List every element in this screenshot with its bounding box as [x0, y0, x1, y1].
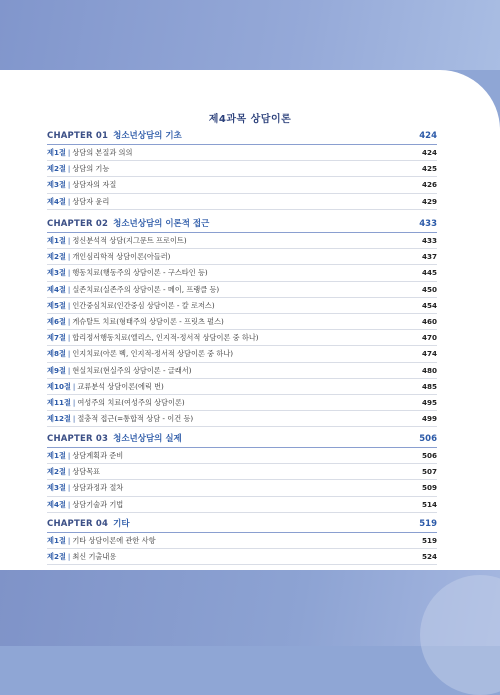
- section-page: 454: [421, 300, 437, 310]
- section-title: 인간중심치료(인간중심 상담이론 - 칼 로저스): [72, 300, 215, 310]
- section-title: 행동치료(행동주의 상담이론 - 구스타인 등): [72, 268, 208, 278]
- toc-entry[interactable]: [47, 249, 437, 265]
- section-page: 514: [421, 499, 437, 509]
- separator: |: [67, 483, 71, 493]
- chapter-heading[interactable]: [47, 128, 437, 145]
- section-number: 제9절: [47, 365, 66, 375]
- section-page: 460: [421, 316, 437, 326]
- separator: |: [67, 252, 71, 262]
- section-title: 게슈탈트 치료(형태주의 상담이론 - 프릿츠 펄스): [72, 316, 224, 326]
- separator: |: [67, 451, 71, 460]
- section-title: 여성주의 치료(여성주의 상담이론): [77, 397, 185, 407]
- toc-entry[interactable]: [47, 448, 437, 464]
- toc-entry[interactable]: [47, 533, 437, 549]
- separator: |: [67, 196, 71, 206]
- separator: |: [72, 397, 76, 407]
- section-number: 제2절: [47, 252, 66, 262]
- toc-entry[interactable]: [47, 145, 437, 161]
- section-title: 정신분석적 상담(지그문트 프로이트): [72, 236, 187, 245]
- section-number: 제6절: [47, 316, 66, 326]
- section-page: 445: [421, 268, 437, 278]
- section-number: 제1절: [47, 451, 66, 460]
- separator: |: [67, 499, 71, 509]
- toc-entry[interactable]: [47, 177, 437, 193]
- toc-entry[interactable]: [47, 549, 437, 565]
- toc-entry[interactable]: [47, 194, 437, 210]
- section-number: 제11절: [47, 397, 71, 407]
- chapter-heading[interactable]: [47, 431, 437, 448]
- section-page: 429: [421, 196, 437, 206]
- section-page: 424: [421, 148, 437, 157]
- section-page: 506: [421, 451, 437, 460]
- section-page: 519: [421, 536, 437, 545]
- page-title: 제4과목 상담이론: [208, 114, 292, 125]
- section-number: 제2절: [47, 467, 66, 477]
- section-page: 433: [421, 236, 437, 245]
- separator: |: [67, 236, 71, 245]
- chapter-4-block: [47, 516, 437, 565]
- separator: |: [67, 365, 71, 375]
- section-page: 495: [421, 397, 437, 407]
- chapter-title: 청소년상담의 기초: [113, 131, 182, 141]
- section-page: 470: [421, 333, 437, 343]
- section-page: 485: [421, 381, 437, 391]
- separator: |: [67, 536, 71, 545]
- section-title: 합리정서행동치료(엘리스, 인지적-정서적 상담이론 중 하나): [72, 333, 259, 343]
- section-number: 제1절: [47, 148, 66, 157]
- toc-entry[interactable]: [47, 346, 437, 362]
- section-number: 제2절: [47, 552, 66, 562]
- toc-entry[interactable]: [47, 497, 437, 513]
- section-page: 499: [421, 414, 437, 424]
- separator: |: [67, 349, 71, 359]
- section-title: 상담기술과 기법: [72, 499, 124, 509]
- section-page: 426: [421, 180, 437, 190]
- toc-entry[interactable]: [47, 363, 437, 379]
- separator: |: [72, 414, 76, 424]
- toc-entry[interactable]: [47, 395, 437, 411]
- separator: |: [67, 268, 71, 278]
- separator: |: [67, 164, 71, 174]
- chapter-heading[interactable]: [47, 516, 437, 533]
- separator: |: [67, 333, 71, 343]
- chapter-page: 519: [419, 519, 437, 529]
- toc-entry[interactable]: [47, 161, 437, 177]
- section-title: 상담목표: [72, 467, 101, 477]
- section-title: 상담의 본질과 의의: [72, 148, 133, 157]
- section-number: 제1절: [47, 236, 66, 245]
- section-page: 425: [421, 164, 437, 174]
- section-title: 현실치료(현실주의 상담이론 - 글래서): [72, 365, 192, 375]
- separator: |: [67, 467, 71, 477]
- section-page: 507: [421, 467, 437, 477]
- section-number: 제2절: [47, 164, 66, 174]
- section-page: 437: [421, 252, 437, 262]
- toc-entry[interactable]: [47, 379, 437, 395]
- section-number: 제3절: [47, 268, 66, 278]
- section-number: 제4절: [47, 499, 66, 509]
- chapter-page: 433: [419, 219, 437, 229]
- toc-entry[interactable]: [47, 282, 437, 298]
- section-number: 제4절: [47, 196, 66, 206]
- section-title: 실존치료(실존주의 상담이론 - 메이, 프랭클 등): [72, 284, 220, 294]
- chapter-heading[interactable]: [47, 216, 437, 233]
- chapter-label: CHAPTER 02: [47, 219, 109, 229]
- chapter-label: CHAPTER 03: [47, 434, 109, 444]
- chapter-2-block: [47, 216, 437, 427]
- chapter-title: 청소년상담의 실제: [113, 434, 182, 444]
- toc-entry[interactable]: [47, 233, 437, 249]
- separator: |: [72, 381, 76, 391]
- section-number: 제5절: [47, 300, 66, 310]
- section-page: 474: [421, 349, 437, 359]
- section-page: 480: [421, 365, 437, 375]
- section-page: 450: [421, 284, 437, 294]
- section-title: 상담자 윤리: [72, 196, 110, 206]
- chapter-label: CHAPTER 04: [47, 519, 109, 529]
- separator: |: [67, 180, 71, 190]
- chapter-title: 청소년상담의 이론적 접근: [113, 219, 210, 229]
- separator: |: [67, 300, 71, 310]
- chapter-page: 424: [419, 131, 437, 141]
- chapter-1-block: [47, 128, 437, 210]
- section-title: 개인심리학적 상담이론(아들러): [72, 252, 171, 262]
- header-band: [0, 0, 500, 70]
- section-number: 제7절: [47, 333, 66, 343]
- section-title: 상담의 기능: [72, 164, 110, 174]
- separator: |: [67, 552, 71, 562]
- toc-entry[interactable]: [47, 464, 437, 480]
- section-title: 최신 기출내용: [72, 552, 117, 562]
- toc-entry[interactable]: [47, 480, 437, 496]
- chapter-page: 506: [419, 434, 437, 444]
- section-title: 인지치료(아론 벡, 인지적-정서적 상담이론 중 하나): [72, 349, 234, 359]
- toc-entry[interactable]: [47, 298, 437, 314]
- section-number: 제1절: [47, 536, 66, 545]
- toc-entry[interactable]: [47, 265, 437, 281]
- toc-entry[interactable]: [47, 314, 437, 330]
- section-number: 제3절: [47, 180, 66, 190]
- section-title: 교류분석 상담이론(에릭 번): [77, 381, 164, 391]
- section-title: 절충적 접근(=통합적 상담 - 이건 등): [77, 414, 194, 424]
- section-title: 상담계획과 준비: [72, 451, 124, 460]
- section-number: 제10절: [47, 381, 71, 391]
- separator: |: [67, 284, 71, 294]
- section-number: 제12절: [47, 414, 71, 424]
- section-title: 기타 상담이론에 관한 사항: [72, 536, 156, 545]
- toc-entry[interactable]: [47, 411, 437, 427]
- separator: |: [67, 148, 71, 157]
- chapter-3-block: [47, 431, 437, 513]
- section-number: 제4절: [47, 284, 66, 294]
- section-number: 제8절: [47, 349, 66, 359]
- section-number: 제3절: [47, 483, 66, 493]
- chapter-label: CHAPTER 01: [47, 131, 109, 141]
- chapter-title: 기타: [113, 519, 130, 529]
- section-title: 상담과정과 절차: [72, 483, 124, 493]
- section-page: 524: [421, 552, 437, 562]
- section-title: 상담자의 자질: [72, 180, 117, 190]
- separator: |: [67, 316, 71, 326]
- section-page: 509: [421, 483, 437, 493]
- toc-entry[interactable]: [47, 330, 437, 346]
